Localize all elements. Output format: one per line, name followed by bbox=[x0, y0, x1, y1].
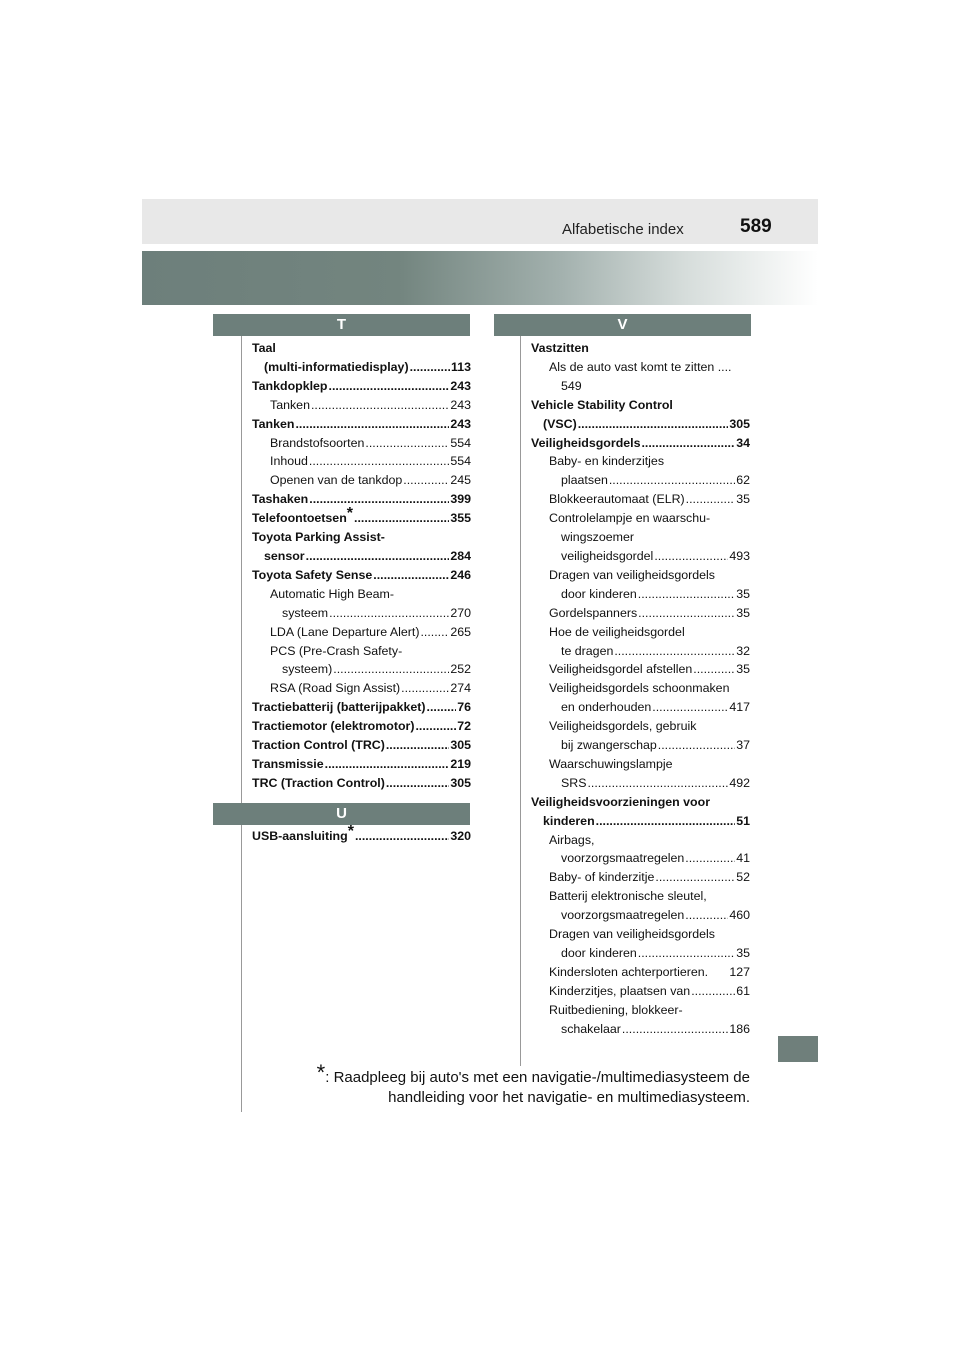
entry-page-number: 35 bbox=[736, 662, 750, 677]
entry-text: Tractiemotor (elektromotor) bbox=[252, 719, 415, 734]
index-entry bbox=[252, 623, 471, 642]
dot-leader bbox=[325, 755, 450, 774]
entry-page-number: 252 bbox=[450, 662, 471, 677]
index-entry bbox=[252, 774, 471, 793]
entry-page-number: 41 bbox=[736, 851, 750, 866]
dot-leader bbox=[638, 944, 735, 963]
index-entry bbox=[252, 717, 471, 736]
index-entry bbox=[531, 717, 750, 736]
decorative-gradient-band bbox=[142, 251, 818, 305]
index-entry bbox=[531, 604, 750, 623]
entry-text: RSA (Road Sign Assist) bbox=[270, 681, 401, 696]
entry-page-number: 320 bbox=[450, 829, 471, 843]
index-entry bbox=[252, 566, 471, 585]
dot-leader bbox=[658, 736, 735, 755]
entry-text: Vehicle Stability Control bbox=[531, 397, 673, 412]
entry-text: bij zwangerschap bbox=[561, 738, 657, 753]
index-entry bbox=[531, 849, 750, 868]
index-entry bbox=[531, 1020, 750, 1039]
entry-page-number: 270 bbox=[450, 605, 471, 620]
entry-text: sensor bbox=[264, 548, 305, 563]
dot-leader bbox=[329, 604, 449, 623]
left-column-rule bbox=[241, 336, 242, 1112]
index-entry bbox=[531, 906, 750, 925]
dot-leader bbox=[403, 471, 449, 490]
index-entry bbox=[531, 679, 750, 698]
dot-leader bbox=[638, 604, 735, 623]
index-list-t bbox=[252, 339, 471, 793]
index-entry bbox=[531, 698, 750, 717]
entry-text: PCS (Pre-Crash Safety- bbox=[270, 643, 403, 658]
dot-leader bbox=[587, 774, 728, 793]
entry-page-number: 243 bbox=[450, 378, 471, 393]
index-entry bbox=[252, 377, 471, 396]
index-entry bbox=[252, 698, 471, 717]
entry-text: Toyota Parking Assist- bbox=[252, 530, 385, 545]
index-entry bbox=[531, 963, 750, 982]
dot-leader bbox=[420, 623, 449, 642]
entry-text: (VSC) bbox=[543, 416, 577, 431]
page-number: 589 bbox=[740, 216, 772, 237]
index-entry bbox=[252, 736, 471, 755]
entry-page-number: 72 bbox=[457, 719, 471, 734]
entry-text: Inhoud bbox=[270, 454, 308, 469]
index-entry bbox=[531, 887, 750, 906]
index-entry bbox=[252, 396, 471, 415]
index-entry bbox=[531, 339, 750, 358]
entry-text: TRC (Traction Control) bbox=[252, 775, 385, 790]
index-entry bbox=[531, 868, 750, 887]
entry-page-number: 127 bbox=[729, 964, 750, 979]
footnote-marker: * bbox=[346, 505, 354, 523]
entry-text: Automatic High Beam- bbox=[270, 586, 394, 601]
entry-text: USB-aansluiting bbox=[252, 829, 348, 843]
dot-leader bbox=[354, 509, 449, 528]
entry-text: door kinderen bbox=[561, 586, 637, 601]
dot-leader bbox=[329, 377, 450, 396]
index-entry bbox=[531, 585, 750, 604]
entry-page-number: 417 bbox=[729, 700, 750, 715]
index-entry bbox=[252, 415, 471, 434]
entry-text: Airbags, bbox=[549, 832, 595, 847]
index-entry bbox=[252, 604, 471, 623]
entry-text: (multi-informatiedisplay) bbox=[264, 359, 409, 374]
entry-page-number: 399 bbox=[450, 492, 471, 507]
dot-leader bbox=[609, 471, 735, 490]
entry-text: Transmissie bbox=[252, 756, 324, 771]
letter-heading-u: U bbox=[213, 803, 470, 825]
dot-leader bbox=[685, 849, 735, 868]
entry-text: Baby- en kinderzitjes bbox=[549, 454, 665, 469]
index-entry bbox=[531, 623, 750, 642]
dot-leader bbox=[654, 547, 728, 566]
entry-page-number: 32 bbox=[736, 643, 750, 658]
dot-leader bbox=[641, 434, 735, 453]
dot-leader bbox=[652, 698, 728, 717]
entry-page-number: 51 bbox=[736, 813, 750, 828]
entry-page-number: 76 bbox=[457, 700, 471, 715]
index-list-u bbox=[252, 823, 471, 846]
index-entry bbox=[531, 566, 750, 585]
entry-text: Tanken bbox=[270, 397, 310, 412]
entry-text: en onderhouden bbox=[561, 700, 652, 715]
entry-text: schakelaar bbox=[561, 1021, 621, 1036]
entry-text: Tanken bbox=[252, 416, 295, 431]
entry-text: Dragen van veiligheidsgordels bbox=[549, 567, 715, 582]
entry-text: systeem) bbox=[282, 662, 333, 677]
entry-page-number: 493 bbox=[729, 548, 750, 563]
entry-text: door kinderen bbox=[561, 946, 637, 960]
dot-leader bbox=[685, 906, 728, 925]
dot-leader bbox=[309, 452, 449, 471]
dot-leader bbox=[622, 1020, 728, 1039]
dot-leader bbox=[693, 660, 735, 679]
index-entry bbox=[531, 831, 750, 850]
entry-text: Controlelampje en waarschu- bbox=[549, 511, 711, 526]
entry-text: Veiligheidsgordels schoonmaken bbox=[549, 681, 730, 696]
entry-text: plaatsen bbox=[561, 473, 608, 488]
index-entry bbox=[531, 509, 750, 528]
dot-leader bbox=[686, 490, 736, 509]
index-entry bbox=[531, 812, 750, 831]
dot-leader bbox=[691, 982, 735, 1001]
entry-text: Tashaken bbox=[252, 492, 309, 507]
entry-page-number: 305 bbox=[450, 738, 471, 753]
entry-page-number: 35 bbox=[736, 492, 750, 507]
index-entry bbox=[252, 490, 471, 509]
entry-text: te dragen bbox=[561, 643, 614, 658]
entry-page-number: 265 bbox=[450, 624, 471, 639]
entry-text: systeem bbox=[282, 605, 329, 620]
entry-text: Tractiebatterij (batterijpakket) bbox=[252, 700, 426, 715]
entry-page-number: 492 bbox=[729, 775, 750, 790]
entry-text: Hoe de veiligheidsgordel bbox=[549, 624, 685, 639]
middle-column-rule bbox=[520, 336, 521, 1066]
index-entry bbox=[531, 1001, 750, 1020]
entry-text: Veiligheidsgordels, gebruik bbox=[549, 719, 697, 734]
index-entry bbox=[531, 793, 750, 812]
entry-page-number: 554 bbox=[450, 454, 471, 469]
entry-page-number: 355 bbox=[450, 511, 471, 526]
entry-page-number: 35 bbox=[736, 605, 750, 620]
index-entry bbox=[531, 434, 750, 453]
entry-text: Veiligheidsgordels bbox=[531, 435, 641, 450]
entry-text: Waarschuwingslampje bbox=[549, 756, 673, 771]
dot-leader bbox=[614, 642, 735, 661]
entry-page-number: 246 bbox=[450, 567, 471, 582]
entry-text: Toyota Safety Sense bbox=[252, 567, 373, 582]
dot-leader bbox=[655, 868, 735, 887]
index-entry bbox=[252, 547, 471, 566]
entry-text: veiligheidsgordel bbox=[561, 548, 654, 563]
entry-text: SRS bbox=[561, 775, 587, 790]
entry-text: Ruitbediening, blokkeer- bbox=[549, 1002, 683, 1017]
dot-leader bbox=[365, 434, 449, 453]
entry-text: Veiligheidsgordel afstellen bbox=[549, 662, 693, 677]
dot-leader bbox=[373, 566, 449, 585]
dot-leader bbox=[309, 490, 449, 509]
dot-leader bbox=[401, 679, 449, 698]
index-entry bbox=[531, 755, 750, 774]
entry-page-number: 34 bbox=[736, 435, 750, 450]
entry-text: voorzorgsmaatregelen bbox=[561, 851, 685, 866]
section-title: Alfabetische index bbox=[562, 221, 684, 238]
entry-page-number: 554 bbox=[450, 435, 471, 450]
index-entry bbox=[252, 528, 471, 547]
dot-leader bbox=[355, 827, 449, 846]
index-entry bbox=[252, 660, 471, 679]
footnote-marker: * bbox=[347, 823, 354, 840]
entry-text: voorzorgsmaatregelen bbox=[561, 908, 685, 923]
entry-page-number: 284 bbox=[450, 548, 471, 563]
dot-leader bbox=[386, 736, 449, 755]
entry-text: Kinderzitjes, plaatsen van bbox=[549, 983, 691, 998]
index-entry bbox=[252, 755, 471, 774]
dot-leader bbox=[415, 717, 456, 736]
footnote-line-1: : Raadpleeg bij auto's met een navigatie-/multimediasysteem de bbox=[325, 1069, 750, 1086]
entry-page-number: 245 bbox=[450, 473, 471, 488]
index-entry bbox=[531, 490, 750, 509]
entry-text: wingszoemer bbox=[561, 530, 634, 545]
index-entry bbox=[531, 642, 750, 661]
dot-leader bbox=[333, 660, 449, 679]
index-entry bbox=[531, 452, 750, 471]
header-band bbox=[142, 199, 818, 244]
dot-leader bbox=[295, 415, 449, 434]
entry-page-number: 186 bbox=[729, 1021, 750, 1036]
index-entry bbox=[252, 471, 471, 490]
index-entry bbox=[531, 925, 750, 944]
entry-page-number: 243 bbox=[450, 416, 471, 431]
entry-page-number: 243 bbox=[450, 397, 471, 412]
entry-page-number: 305 bbox=[729, 416, 750, 431]
entry-text: Traction Control (TRC) bbox=[252, 738, 385, 753]
index-entry bbox=[531, 528, 750, 547]
index-entry bbox=[531, 547, 750, 566]
entry-text: Vastzitten bbox=[531, 341, 589, 355]
index-entry bbox=[252, 642, 471, 661]
entry-page-number: 35 bbox=[736, 586, 750, 601]
entry-text: Batterij elektronische sleutel, bbox=[549, 889, 707, 904]
index-entry bbox=[531, 471, 750, 490]
entry-page-number: 274 bbox=[450, 681, 471, 696]
entry-page-number: 62 bbox=[736, 473, 750, 488]
entry-text: Brandstofsoorten bbox=[270, 435, 365, 450]
entry-text: kinderen bbox=[543, 813, 595, 828]
index-entry bbox=[252, 358, 471, 377]
index-entry bbox=[252, 823, 471, 846]
entry-text: Taal bbox=[252, 341, 276, 355]
entry-text: Als de auto vast komt te zitten .... bbox=[549, 359, 732, 374]
entry-text: Veiligheidsvoorzieningen voor bbox=[531, 794, 711, 809]
dot-leader bbox=[311, 396, 449, 415]
entry-page-number: 37 bbox=[736, 738, 750, 753]
entry-text: Tankdopklep bbox=[252, 378, 328, 393]
dot-leader bbox=[596, 812, 736, 831]
index-entry bbox=[252, 585, 471, 604]
dot-leader bbox=[386, 774, 449, 793]
footnote-star: * bbox=[316, 1060, 326, 1085]
dot-leader bbox=[427, 698, 457, 717]
dot-leader bbox=[306, 547, 450, 566]
index-entry bbox=[531, 415, 750, 434]
entry-text: 549 bbox=[561, 378, 582, 393]
footnote-line-2: handleiding voor het navigatie- en multimediasysteem. bbox=[388, 1089, 750, 1106]
index-entry bbox=[252, 679, 471, 698]
footnote bbox=[300, 1060, 750, 1108]
index-entry bbox=[531, 660, 750, 679]
chapter-thumb-tab bbox=[778, 1036, 818, 1062]
dot-leader bbox=[578, 415, 729, 434]
entry-text: Telefoontoetsen bbox=[252, 511, 347, 526]
index-entry bbox=[531, 396, 750, 415]
index-entry bbox=[531, 982, 750, 1001]
entry-page-number: 61 bbox=[736, 983, 750, 998]
entry-text: Baby- of kinderzitje bbox=[549, 870, 655, 885]
entry-page-number: 305 bbox=[450, 775, 471, 790]
entry-text: Openen van de tankdop bbox=[270, 473, 403, 488]
index-entry bbox=[531, 944, 750, 963]
entry-text: LDA (Lane Departure Alert) bbox=[270, 624, 420, 639]
index-list-v bbox=[531, 339, 750, 1039]
index-entry bbox=[252, 452, 471, 471]
entry-page-number: 219 bbox=[450, 756, 471, 771]
index-entry bbox=[531, 736, 750, 755]
index-entry bbox=[252, 505, 471, 528]
entry-text: Kindersloten achterportieren. bbox=[549, 964, 709, 979]
index-entry bbox=[531, 774, 750, 793]
dot-leader bbox=[410, 358, 450, 377]
index-entry bbox=[252, 339, 471, 358]
letter-heading-v: V bbox=[494, 314, 751, 336]
index-entry bbox=[531, 358, 750, 377]
dot-leader bbox=[638, 585, 735, 604]
entry-text: Blokkeerautomaat (ELR) bbox=[549, 492, 685, 507]
entry-text: Dragen van veiligheidsgordels bbox=[549, 927, 715, 942]
entry-page-number: 113 bbox=[451, 359, 471, 374]
entry-page-number: 35 bbox=[736, 946, 750, 960]
entry-text: Gordelspanners bbox=[549, 605, 638, 620]
entry-page-number: 52 bbox=[736, 870, 750, 885]
letter-heading-t: T bbox=[213, 314, 470, 336]
entry-page-number: 460 bbox=[729, 908, 750, 923]
index-entry bbox=[252, 434, 471, 453]
index-entry bbox=[531, 377, 750, 396]
